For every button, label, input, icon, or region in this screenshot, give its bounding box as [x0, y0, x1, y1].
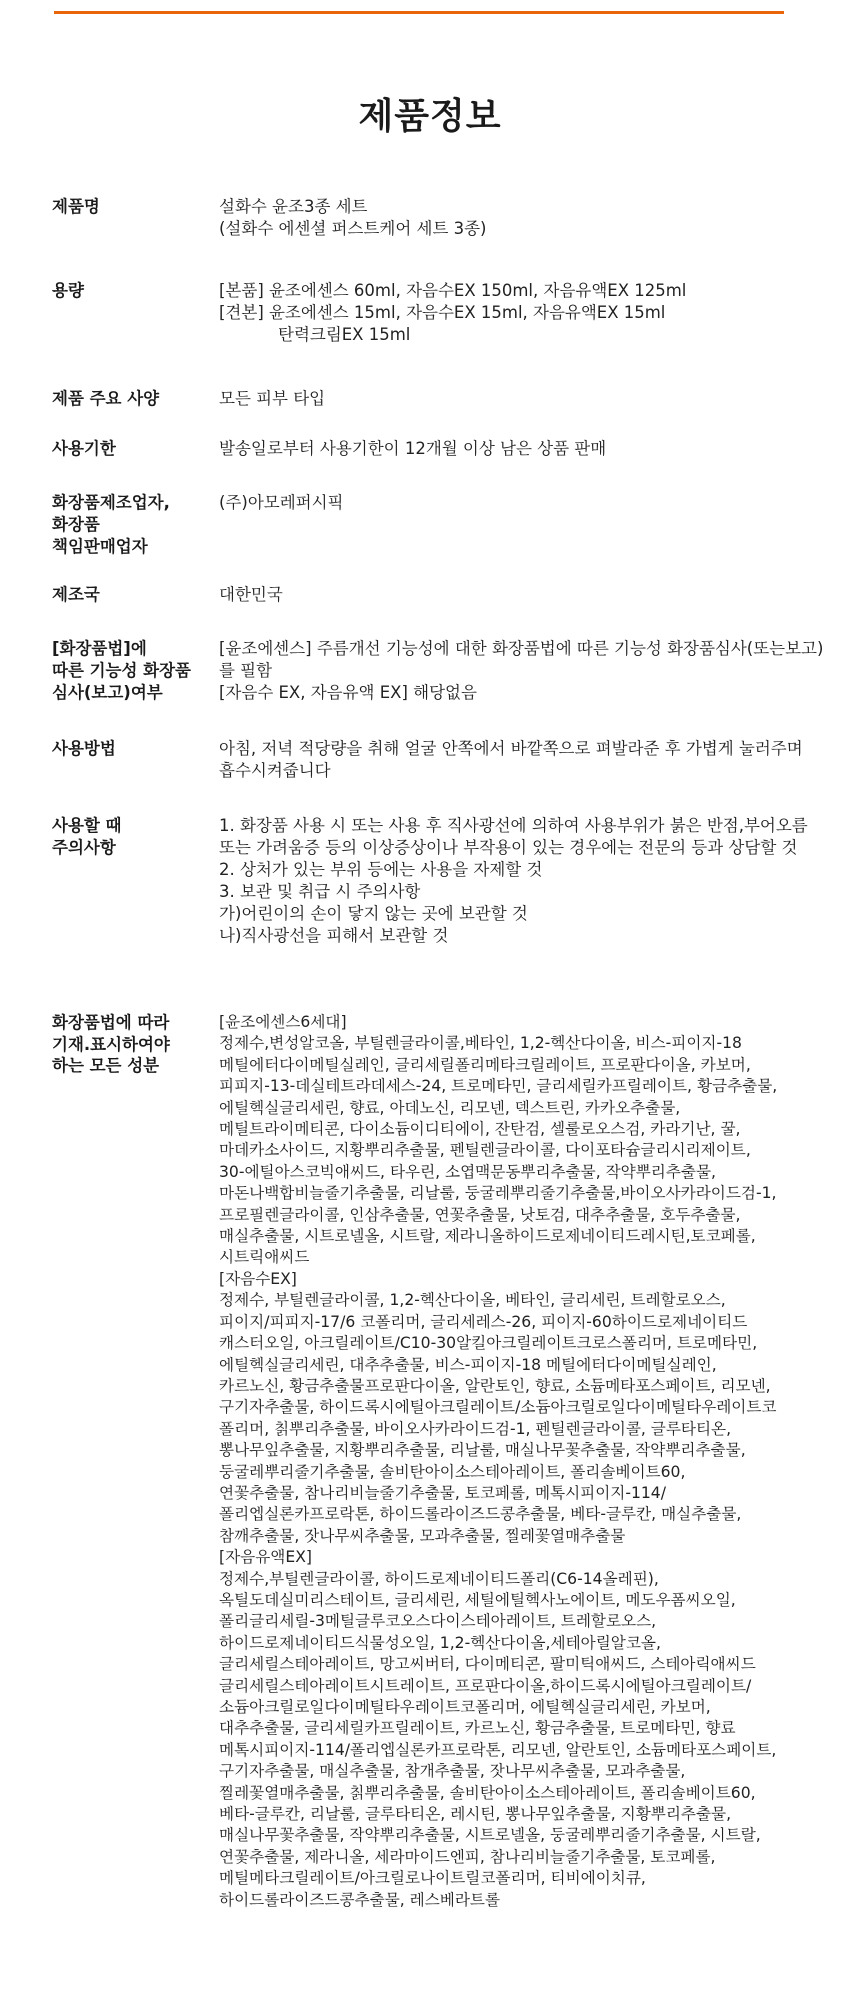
- row-value-line: 둥굴레뿌리줄기추출물, 솔비탄아이소스테아레이트, 폴리솔베이트60,: [219, 1462, 686, 1481]
- row-label-line: 화장품: [52, 515, 100, 534]
- row-value-line: 피피지-13-데실테트라데세스-24, 트로메타민, 글리세릴카프릴레이트, 황금추출물,: [219, 1077, 778, 1096]
- row-label-line: 화장품제조업자,: [52, 493, 170, 512]
- row-value-line: 정제수,부틸렌글라이콜, 하이드로제네이티드폴리(C6-14올레핀),: [219, 1569, 659, 1588]
- row-label-line: 사용방법: [52, 739, 116, 758]
- row-value-line: 를 필함: [219, 661, 273, 680]
- row-value-line: 글리세릴스테아레이트, 망고씨버터, 다이메티콘, 팔미틱애씨드, 스테아릭애씨드: [219, 1655, 756, 1674]
- row-value-line: (주)아모레퍼시픽: [219, 493, 344, 512]
- row-label-line: 용량: [52, 281, 84, 300]
- row-value-line: 가)어린이의 손이 닿지 않는 곳에 보관할 것: [219, 904, 528, 923]
- row-value-line: 시트릭애씨드: [219, 1248, 310, 1267]
- row-value-line: 연꽃추출물, 참나리비늘줄기추출물, 토코페롤, 메톡시피이지-114/: [219, 1483, 666, 1502]
- row-label-line: 제품 주요 사양: [52, 389, 160, 408]
- row-label-line: 주의사항: [52, 838, 116, 857]
- info-row-main-spec: [52, 388, 812, 410]
- row-label-line: 화장품법에 따라: [52, 1013, 170, 1032]
- row-value-line: 마돈나백합비늘줄기추출물, 리날룰, 둥굴레뿌리줄기추출물,바이오사카라이드검-1,: [219, 1184, 777, 1203]
- row-label: [52, 815, 219, 859]
- row-label: [52, 196, 219, 218]
- row-label-line: 따른 기능성 화장품: [52, 661, 192, 680]
- row-value-line: (설화수 에센셜 퍼스트케어 세트 3종): [219, 219, 487, 238]
- row-value-line: 하이드로제네이티드식물성오일, 1,2-헥산다이올,세테아릴알코올,: [219, 1633, 661, 1652]
- row-value-line: 정제수, 부틸렌글라이콜, 1,2-헥산다이올, 베타인, 글리세린, 트레할로오스,: [219, 1291, 726, 1310]
- row-value-line: [본품] 윤조에센스 60ml, 자음수EX 150ml, 자음유액EX 125ml: [219, 281, 687, 300]
- row-label: [52, 638, 219, 704]
- row-value: [219, 492, 812, 514]
- info-row-expiry: [52, 438, 812, 460]
- info-row-ingredients: [52, 1012, 812, 1911]
- row-value-line: 정제수,변성알코올, 부틸렌글라이콜,베타인, 1,2-헥산다이올, 비스-피이지-18: [219, 1034, 742, 1053]
- row-value-line: 마데카소사이드, 지황뿌리추출물, 펜틸렌글라이콜, 다이포타슘글리시리제이트,: [219, 1141, 751, 1160]
- row-value: [219, 280, 812, 346]
- row-value-line: 2. 상처가 있는 부위 등에는 사용을 자제할 것: [219, 860, 543, 879]
- row-label: [52, 388, 219, 410]
- row-value-line: [자음수 EX, 자음유액 EX] 해당없음: [219, 683, 477, 702]
- row-label: [52, 1012, 219, 1077]
- row-value-line: 카르노신, 황금추출물프로판다이올, 알란토인, 향료, 소듐메타포스페이트, 리모넨,: [219, 1376, 771, 1395]
- row-value: [219, 388, 812, 410]
- row-value-line: 캐스터오일, 아크릴레이트/C10-30알킬아크릴레이트크로스폴리머, 트로메타민,: [219, 1334, 758, 1353]
- row-value-line: 연꽃추출물, 제라니올, 세라마이드엔피, 참나리비늘줄기추출물, 토코페롤,: [219, 1847, 716, 1866]
- row-value-line: 참깨추출물, 잣나무씨추출물, 모과추출물, 찔레꽃열매추출물: [219, 1526, 626, 1545]
- row-value: [219, 738, 812, 782]
- row-value-line: 글리세릴스테아레이트시트레이트, 프로판다이올,하이드록시에틸아크릴레이트/: [219, 1676, 752, 1695]
- row-value-line: 메틸에터다이메틸실레인, 글리세릴폴리메타크릴레이트, 프로판다이올, 카보머,: [219, 1055, 751, 1074]
- row-value-line: 폴리머, 칡뿌리추출물, 바이오사카라이드검-1, 펜틸렌글라이콜, 글루타티온,: [219, 1419, 732, 1438]
- row-value-line: 피이지/피피지-17/6 코폴리머, 글리세레스-26, 피이지-60하이드로제네이티드: [219, 1312, 748, 1331]
- row-value-line: 발송일로부터 사용기한이 12개월 이상 남은 상품 판매: [219, 439, 607, 458]
- row-label-line: 제품명: [52, 197, 100, 216]
- row-value-line: 옥틸도데실미리스테이트, 글리세린, 세틸에틸헥사노에이트, 메도우폼씨오일,: [219, 1590, 736, 1609]
- info-row-precautions: [52, 815, 812, 947]
- row-value-line: 탄력크림EX 15ml: [278, 325, 411, 344]
- row-label-line: 사용기한: [52, 439, 116, 458]
- row-value-line: [윤조에센스6세대]: [219, 1013, 347, 1031]
- row-value-line: 3. 보관 및 취급 시 주의사항: [219, 882, 421, 901]
- row-value-line: 대추추출물, 글리세릴카프릴레이트, 카르노신, 황금추출물, 트로메타민, 향료: [219, 1719, 736, 1738]
- row-value-line: 찔레꽃열매추출물, 칡뿌리추출물, 솔비탄아이소스테아레이트, 폴리솔베이트60,: [219, 1783, 756, 1802]
- row-value-line: 베타-글루칸, 리날룰, 글루타티온, 레시틴, 뽕나무잎추출물, 지황뿌리추출물,: [219, 1805, 732, 1824]
- row-value-line: 폴리엡실론카프로락톤, 하이드롤라이즈드콩추출물, 베타-글루칸, 매실추출물,: [219, 1505, 742, 1524]
- top-accent-rule: [54, 11, 784, 14]
- row-label: [52, 280, 219, 302]
- row-value: [219, 438, 812, 460]
- row-value-line: 흡수시켜줍니다: [219, 761, 331, 780]
- info-row-product-name: [52, 196, 812, 240]
- row-label-line: 심사(보고)여부: [52, 683, 163, 702]
- row-value-line: 메틸메타크릴레이트/아크릴로나이트릴코폴리머, 티비에이치큐,: [219, 1869, 646, 1888]
- row-value-line: [견본] 윤조에센스 15ml, 자음수EX 15ml, 자음유액EX 15ml: [219, 303, 666, 322]
- row-value: [219, 815, 812, 947]
- row-value-line: 뽕나무잎추출물, 지황뿌리추출물, 리날룰, 매실나무꽃추출물, 작약뿌리추출물,: [219, 1441, 746, 1460]
- row-value-line: 폴리글리세릴-3메틸글루코오스다이스테아레이트, 트레할로오스,: [219, 1612, 657, 1631]
- info-row-usage-method: [52, 738, 812, 782]
- row-label-line: 책임판매업자: [52, 537, 148, 556]
- info-row-manufacturer: [52, 492, 812, 558]
- row-value-line: 1. 화장품 사용 시 또는 사용 후 직사광선에 의하여 사용부위가 붉은 반점,부어오름: [219, 816, 808, 835]
- row-value-line: 구기자추출물, 매실추출물, 참개추출물, 잣나무씨추출물, 모과추출물,: [219, 1762, 686, 1781]
- row-value-line: [자음수EX]: [219, 1269, 297, 1288]
- row-value-line: 하이드롤라이즈드콩추출물, 레스베라트롤: [219, 1890, 501, 1909]
- row-value-line: 메톡시피이지-114/폴리엡실론카프로락톤, 리모넨, 알란토인, 소듐메타포스페이트,: [219, 1740, 777, 1759]
- row-value-line: 매실추출물, 시트로넬올, 시트랄, 제라니올하이드로제네이티드레시틴,토코페롤,: [219, 1227, 756, 1246]
- info-row-capacity: [52, 280, 812, 346]
- row-value-line: 메틸트라이메티콘, 다이소듐이디티에이, 잔탄검, 셀룰로오스검, 카라기난, 꿀,: [219, 1120, 741, 1139]
- row-value-line: 아침, 저녁 적당량을 취해 얼굴 안쪽에서 바깥쪽으로 펴발라준 후 가볍게 눌러주며: [219, 739, 803, 758]
- row-value: [219, 196, 812, 240]
- row-value-line: 모든 피부 타입: [219, 389, 326, 408]
- row-value-line: [윤조에센스] 주름개선 기능성에 대한 화장품법에 따른 기능성 화장품심사(또는보고): [219, 639, 824, 658]
- row-value: [219, 1012, 812, 1911]
- row-label-line: 제조국: [52, 585, 100, 604]
- row-label-line: [화장품법]에: [52, 639, 147, 658]
- row-value: [219, 584, 812, 606]
- row-value-line: 에틸헥실글리세린, 향료, 아데노신, 리모넨, 덱스트린, 카카오추출물,: [219, 1098, 681, 1117]
- row-value: [219, 638, 823, 704]
- row-value-line: 프로필렌글라이콜, 인삼추출물, 연꽃추출물, 낫토검, 대추추출물, 호두추출물,: [219, 1205, 741, 1224]
- row-value-line: 나)직사광선을 피해서 보관할 것: [219, 926, 449, 945]
- row-value-line: [자음유액EX]: [219, 1548, 312, 1567]
- row-label-line: 기재.표시하여야: [52, 1034, 170, 1054]
- row-value-line: 설화수 윤조3종 세트: [219, 197, 368, 216]
- row-label: [52, 738, 219, 760]
- row-value-line: 또는 가려움증 등의 이상증상이나 부작용이 있는 경우에는 전문의 등과 상담할 것: [219, 838, 798, 857]
- page-title: 제품정보: [358, 96, 502, 137]
- row-value-line: 매실나무꽃추출물, 작약뿌리추출물, 시트로넬올, 둥굴레뿌리줄기추출물, 시트랄,: [219, 1826, 761, 1845]
- row-label: [52, 492, 219, 558]
- info-row-functional-review: [52, 638, 824, 704]
- row-value-line: 에틸헥실글리세린, 대추추출물, 비스-피이지-18 메틸에터다이메틸실레인,: [219, 1355, 717, 1374]
- row-value-line: 대한민국: [219, 585, 283, 604]
- row-label-line: 하는 모든 성분: [52, 1056, 160, 1075]
- row-label: [52, 584, 219, 606]
- row-value-line: 30-에틸아스코빅애씨드, 타우린, 소엽맥문동뿌리추출물, 작약뿌리추출물,: [219, 1162, 717, 1181]
- row-label: [52, 438, 219, 460]
- row-value-line: 구기자추출물, 하이드록시에틸아크릴레이트/소듐아크릴로일다이메틸타우레이트코: [219, 1398, 777, 1417]
- info-row-origin-country: [52, 584, 812, 606]
- row-label-line: 사용할 때: [52, 816, 122, 835]
- row-value-line: 소듐아크릴로일다이메틸타우레이트코폴리머, 에틸헥실글리세린, 카보머,: [219, 1698, 711, 1716]
